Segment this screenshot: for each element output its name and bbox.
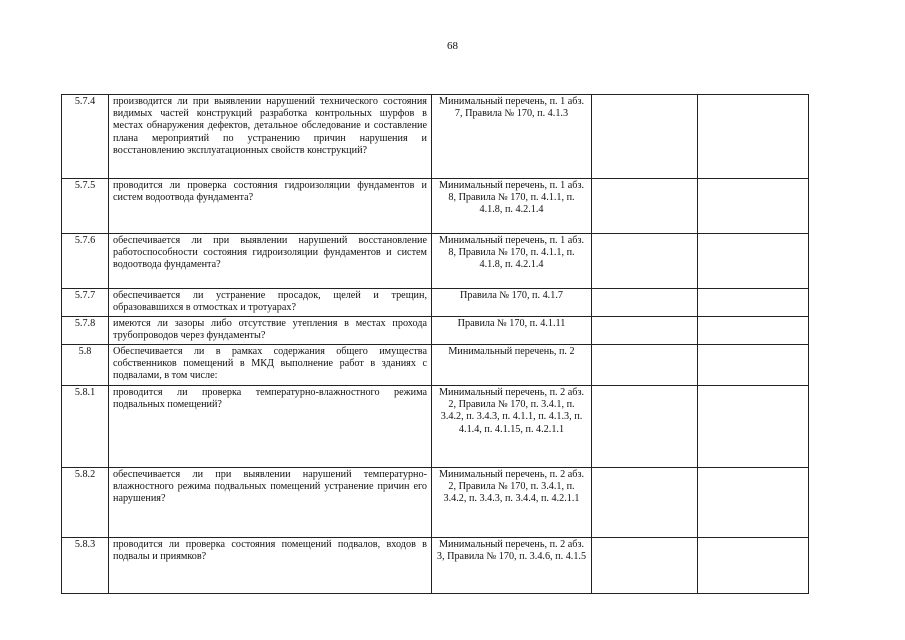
row-number: 5.8.2 — [62, 468, 109, 538]
table-row — [62, 95, 809, 179]
table-row — [62, 234, 809, 289]
legal-reference: Минимальный перечень, п. 1 абз. 8, Правила № 170, п. 4.1.1, п. 4.1.8, п. 4.2.1.4 — [432, 234, 592, 289]
table-row — [62, 179, 809, 234]
legal-reference: Минимальный перечень, п. 2 абз. 3, Правила № 170, п. 3.4.6, п. 4.1.5 — [432, 538, 592, 594]
legal-reference: Правила № 170, п. 4.1.7 — [432, 289, 592, 317]
question-text: Обеспечивается ли в рамках содержания общего имущества собственников помещений в МКД выполнение работ в зданиях с подвалами, в том числе: — [109, 345, 432, 386]
legal-reference: Правила № 170, п. 4.1.11 — [432, 317, 592, 345]
row-number: 5.8 — [62, 345, 109, 386]
answer-cell — [592, 234, 698, 289]
question-text: производится ли при выявлении нарушений технического состояния видимых частей конструкций разработка контрольных шурфов в местах обнаружения дефектов, детальное обследование и составление плана мероприятий по устранению причин нарушения и восстановлению эксплуатационных свойств конструкций? — [109, 95, 432, 179]
legal-reference: Минимальный перечень, п. 1 абз. 7, Правила № 170, п. 4.1.3 — [432, 95, 592, 179]
answer-cell — [592, 179, 698, 234]
row-number: 5.7.4 — [62, 95, 109, 179]
question-text: обеспечивается ли при выявлении нарушений восстановление работоспособности состояния гидроизоляции фундаментов и систем водоотвода фундамента? — [109, 234, 432, 289]
question-text: проводится ли проверка состояния гидроизоляции фундаментов и систем водоотвода фундамента? — [109, 179, 432, 234]
row-number: 5.7.5 — [62, 179, 109, 234]
note-cell — [698, 289, 809, 317]
note-cell — [698, 179, 809, 234]
note-cell — [698, 538, 809, 594]
answer-cell — [592, 345, 698, 386]
question-text: проводится ли проверка температурно-влажностного режима подвальных помещений? — [109, 386, 432, 468]
table-row — [62, 345, 809, 386]
table-row — [62, 317, 809, 345]
row-number: 5.7.8 — [62, 317, 109, 345]
legal-reference: Минимальный перечень, п. 1 абз. 8, Правила № 170, п. 4.1.1, п. 4.1.8, п. 4.2.1.4 — [432, 179, 592, 234]
checklist-table — [61, 94, 809, 594]
note-cell — [698, 386, 809, 468]
note-cell — [698, 234, 809, 289]
row-number: 5.8.3 — [62, 538, 109, 594]
answer-cell — [592, 386, 698, 468]
question-text: обеспечивается ли устранение просадок, щелей и трещин, образовавшихся в отмостках и тротуарах? — [109, 289, 432, 317]
table-row — [62, 289, 809, 317]
row-number: 5.7.7 — [62, 289, 109, 317]
note-cell — [698, 468, 809, 538]
row-number: 5.7.6 — [62, 234, 109, 289]
page-number: 68 — [447, 40, 458, 52]
question-text: имеются ли зазоры либо отсутствие утепления в местах прохода трубопроводов через фундаменты? — [109, 317, 432, 345]
table-row — [62, 538, 809, 594]
legal-reference: Минимальный перечень, п. 2 абз. 2, Правила № 170, п. 3.4.1, п. 3.4.2, п. 3.4.3, п. 3.4.4, п. 4.2.1.1 — [432, 468, 592, 538]
answer-cell — [592, 289, 698, 317]
legal-reference: Минимальный перечень, п. 2 абз. 2, Правила № 170, п. 3.4.1, п. 3.4.2, п. 3.4.3, п. 4.1.1, п. 4.1.3, п. 4.1.4, п. 4.1.15, п. 4.2.1.1 — [432, 386, 592, 468]
table-row — [62, 386, 809, 468]
answer-cell — [592, 538, 698, 594]
answer-cell — [592, 468, 698, 538]
note-cell — [698, 95, 809, 179]
question-text: проводится ли проверка состояния помещений подвалов, входов в подвалы и приямков? — [109, 538, 432, 594]
answer-cell — [592, 95, 698, 179]
table-row — [62, 468, 809, 538]
note-cell — [698, 317, 809, 345]
answer-cell — [592, 317, 698, 345]
question-text: обеспечивается ли при выявлении нарушений температурно-влажностного режима подвальных помещений устранение причин его нарушения? — [109, 468, 432, 538]
legal-reference: Минимальный перечень, п. 2 — [432, 345, 592, 386]
row-number: 5.8.1 — [62, 386, 109, 468]
note-cell — [698, 345, 809, 386]
